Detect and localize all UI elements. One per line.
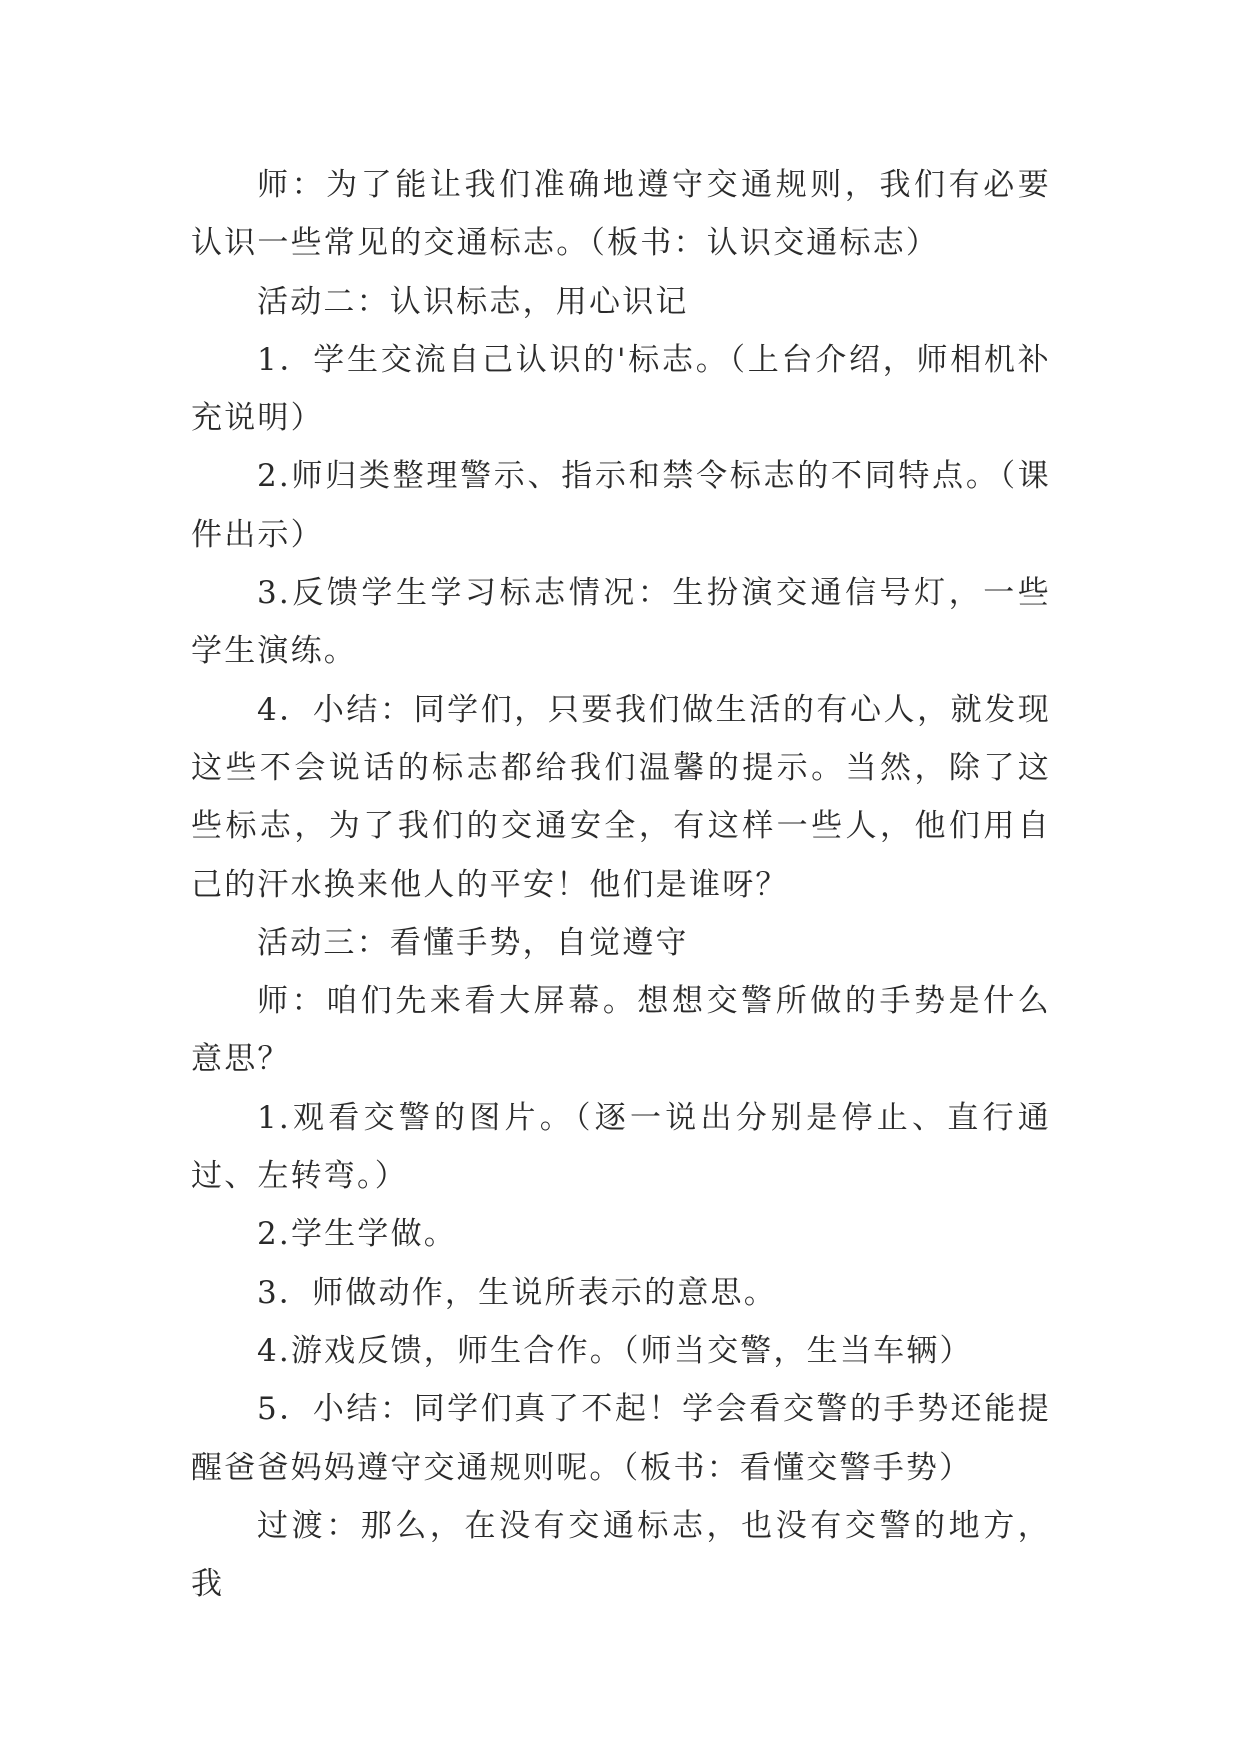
paragraph-3: 1．学生交流自己认识的'标志。（上台介绍，师相机补充说明） xyxy=(191,341,1051,437)
paragraph-11: 3．师做动作，生说所表示的意思。 xyxy=(257,1274,777,1311)
paragraph-1: 师：为了能让我们准确地遵守交通规则，我们有必要认识一些常见的交通标志。（板书：认识交通标志） xyxy=(191,167,1051,262)
paragraph-13: 5．小结：同学们真了不起！学会看交警的手势还能提醒爸爸妈妈遵守交通规则呢。（板书：看懂交警手势） xyxy=(191,1391,1051,1486)
paragraph-2: 活动二：认识标志，用心识记 xyxy=(257,283,689,320)
paragraph-6: 4．小结：同学们，只要我们做生活的有心人，就发现这些不会说话的标志都给我们温馨的提示。当然，除了这些标志，为了我们的交通安全，有这样一些人，他们用自己的汗水换来他人的平安！他们是谁呀？ xyxy=(191,691,1051,903)
paragraph-4: 2.师归类整理警示、指示和禁令标志的不同特点。（课件出示） xyxy=(191,458,1051,553)
paragraph-12: 4.游戏反馈，师生合作。（师当交警，生当车辆） xyxy=(257,1332,973,1369)
paragraph-14: 过渡：那么，在没有交通标志，也没有交警的地方，我 xyxy=(191,1507,1051,1603)
paragraph-10: 2.学生学做。 xyxy=(257,1216,457,1253)
document-body xyxy=(191,156,1051,1613)
paragraph-7: 活动三：看懂手势，自觉遵守 xyxy=(257,924,689,961)
paragraph-9: 1.观看交警的图片。（逐一说出分别是停止、直行通过、左转弯。） xyxy=(191,1099,1051,1195)
paragraph-8: 师：咱们先来看大屏幕。想想交警所做的手势是什么意思？ xyxy=(191,983,1051,1078)
paragraph-5: 3.反馈学生学习标志情况：生扮演交通信号灯，一些学生演练。 xyxy=(191,575,1051,670)
